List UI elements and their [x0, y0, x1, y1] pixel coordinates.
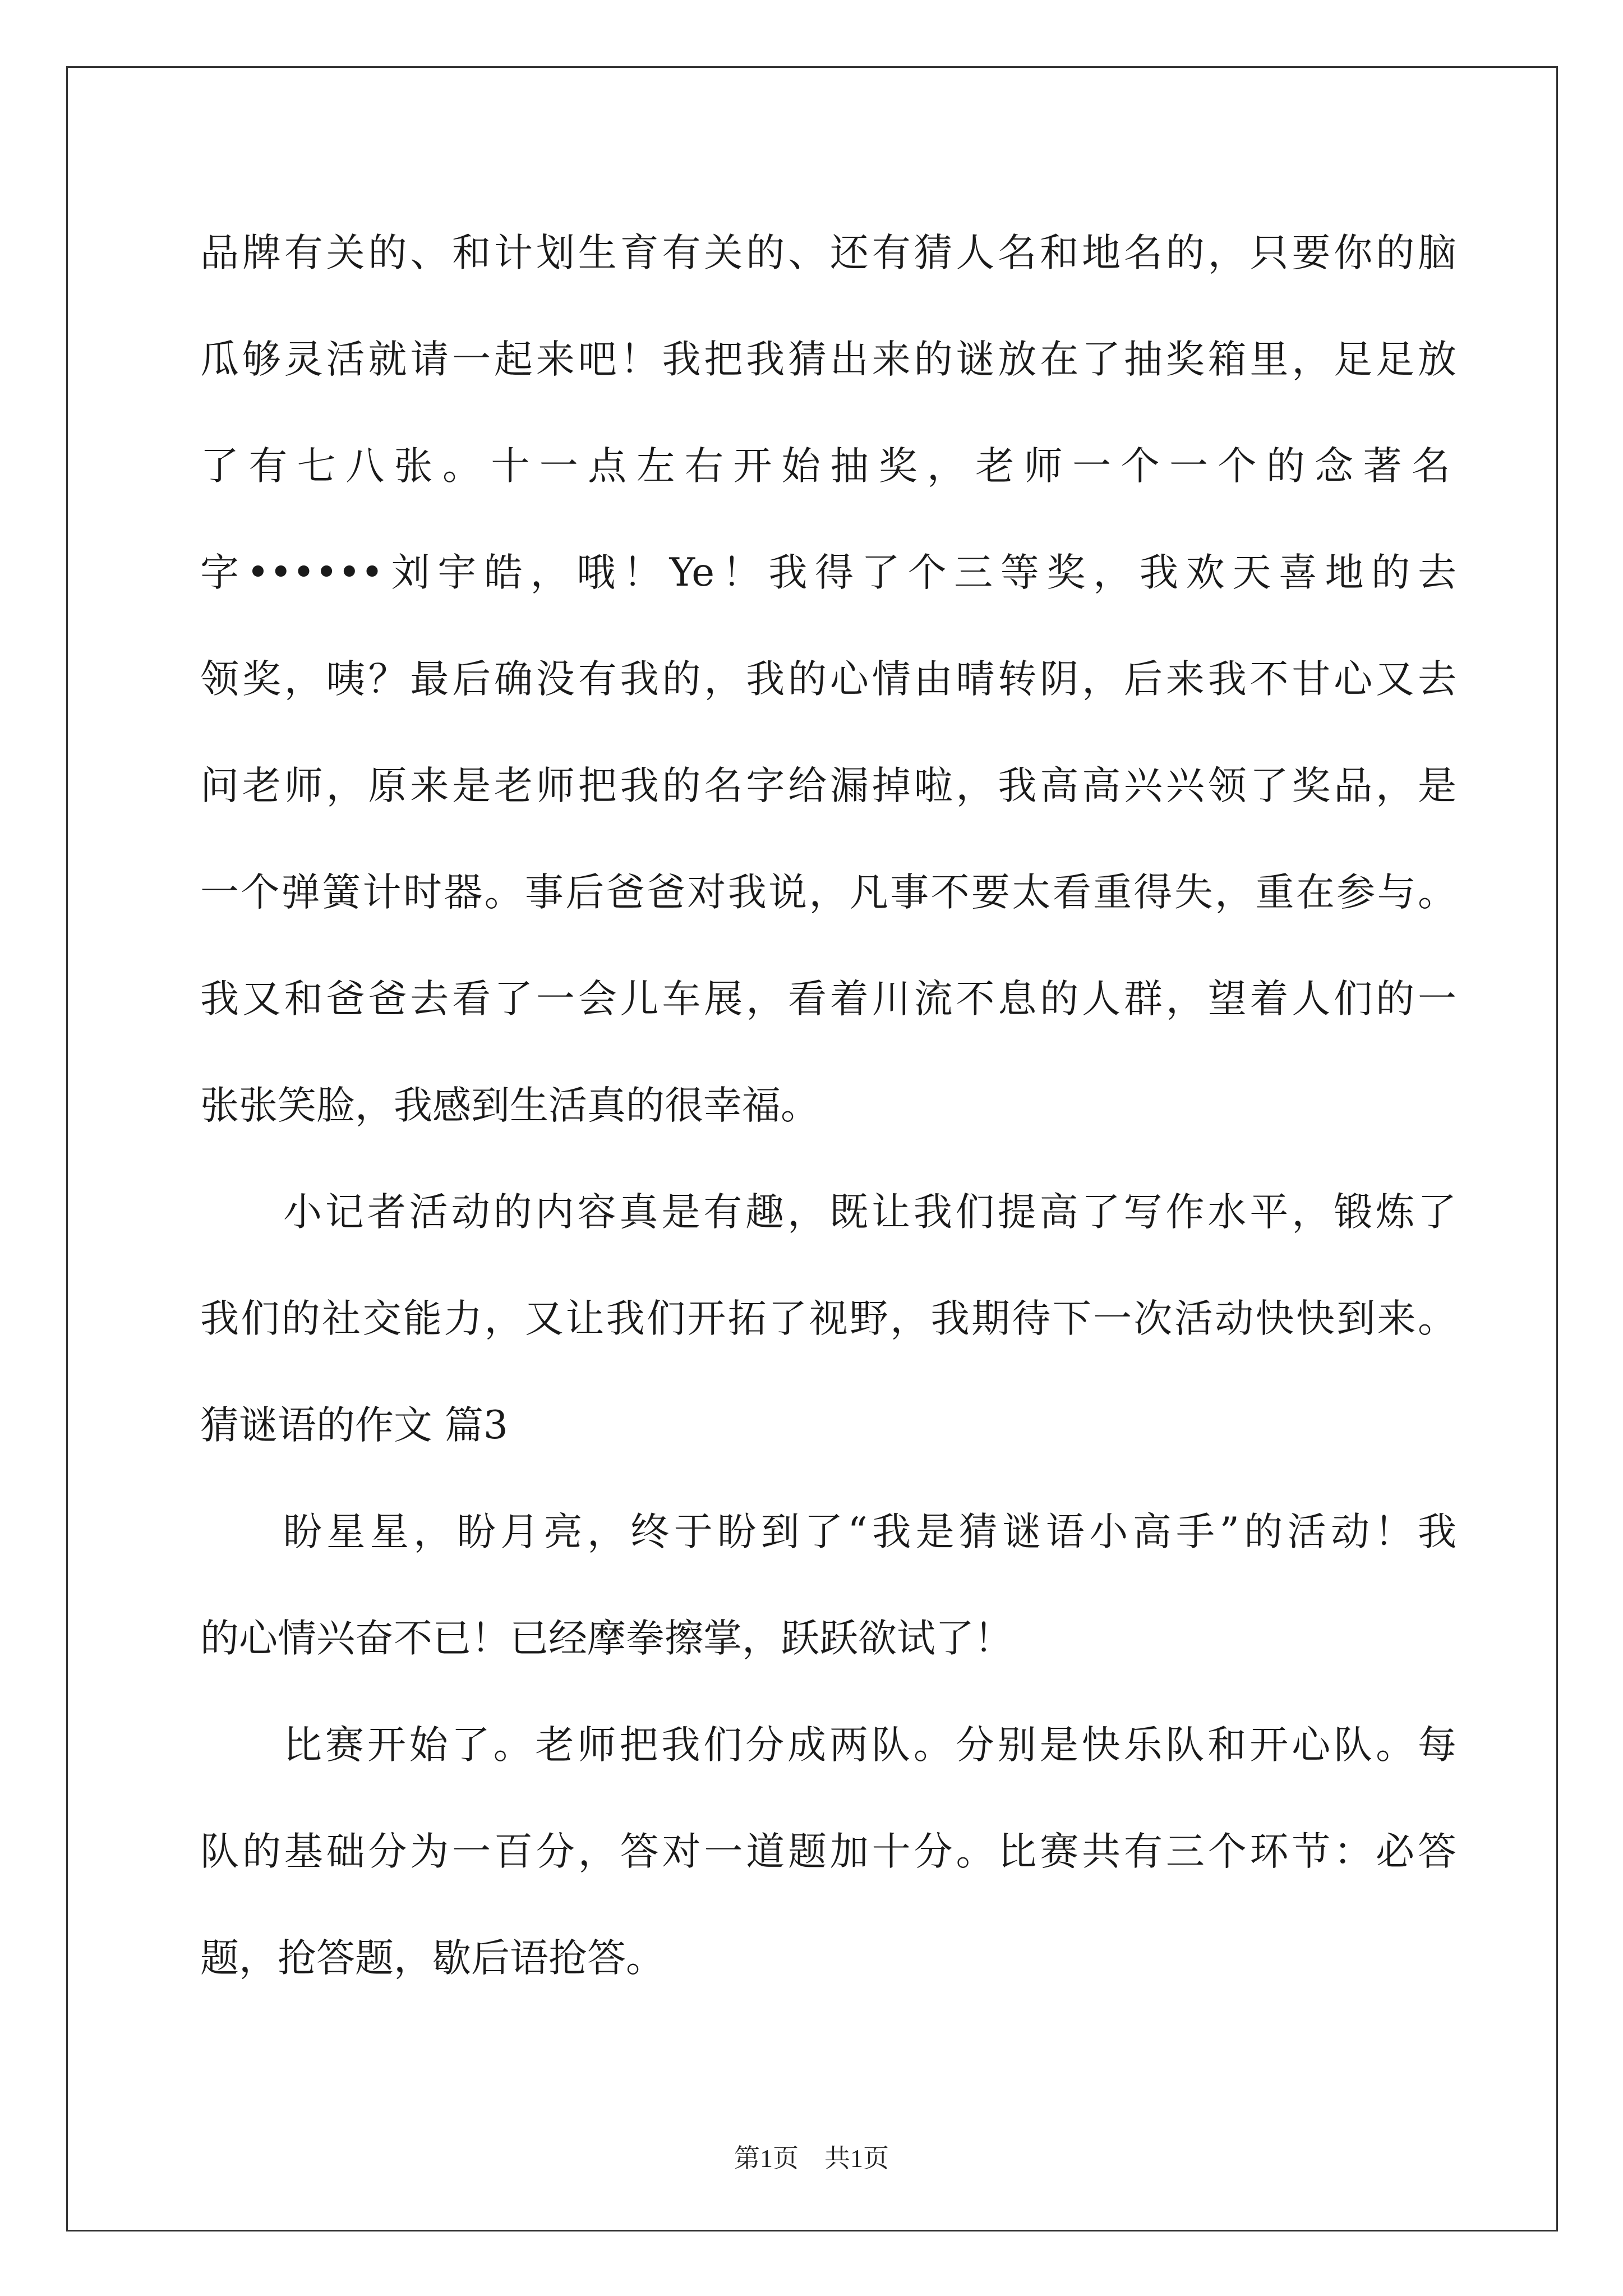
text-line: 队的基础分为一百分，答对一道题加十分。比赛共有三个环节：必答 [200, 1829, 1456, 1874]
text-line: 品牌有关的、和计划生育有关的、还有猜人名和地名的，只要你的脑 [200, 231, 1456, 275]
page-total: 共1页 [824, 2144, 889, 2173]
text-line: 题，抢答题，歇后语抢答。 [200, 1936, 665, 1981]
text-line: 领奖，咦？最后确没有我的，我的心情由晴转阴，后来我不甘心又去 [200, 657, 1456, 702]
page-footer [0, 2142, 1623, 2175]
text-line: 我们的社交能力，又让我们开拓了视野，我期待下一次活动快快到来。 [200, 1296, 1456, 1341]
text-line: 一个弹簧计时器。事后爸爸对我说，凡事不要太看重得失，重在参与。 [200, 870, 1456, 915]
text-line: 字••••••刘宇皓，哦！Ye！我得了个三等奖，我欢天喜地的去 [200, 550, 1456, 595]
paragraph-first-line: 小记者活动的内容真是有趣，既让我们提高了写作水平，锻炼了 [283, 1190, 1456, 1235]
text-line: 了有七八张。十一点左右开始抽奖，老师一个一个的念著名 [200, 444, 1456, 489]
section-heading: 猜谜语的作文 篇3 [200, 1403, 508, 1448]
paragraph-first-line: 盼星星，盼月亮，终于盼到了“我是猜谜语小高手”的活动！我 [283, 1510, 1456, 1554]
text-line: 我又和爸爸去看了一会儿车展，看着川流不息的人群，望着人们的一 [200, 977, 1456, 1022]
text-line: 瓜够灵活就请一起来吧！我把我猜出来的谜放在了抽奖箱里，足足放 [200, 337, 1456, 382]
page-number: 第1页 [734, 2144, 799, 2173]
document-body [200, 200, 1456, 2012]
text-line: 问老师，原来是老师把我的名字给漏掉啦，我高高兴兴领了奖品，是 [200, 763, 1456, 808]
paragraph-first-line: 比赛开始了。老师把我们分成两队。分别是快乐队和开心队。每 [283, 1723, 1456, 1768]
text-line: 的心情兴奋不已！已经摩拳擦掌，跃跃欲试了！ [200, 1616, 1013, 1661]
text-line: 张张笑脸，我感到生活真的很幸福。 [200, 1083, 819, 1128]
